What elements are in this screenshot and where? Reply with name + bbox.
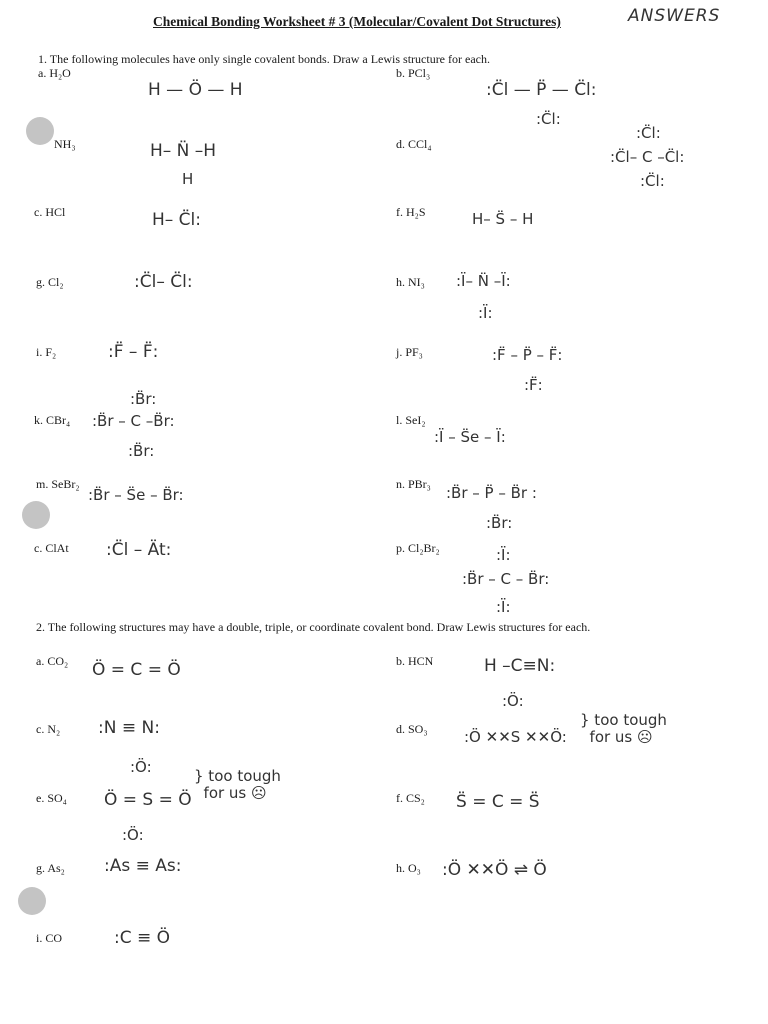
lewis-answer: :As ≡ As: bbox=[104, 856, 182, 876]
worksheet-title: Chemical Bonding Worksheet # 3 (Molecular/Covalent Dot Structures) bbox=[153, 14, 561, 29]
lewis-sub-atom: :B̈r: bbox=[130, 390, 157, 408]
lewis-answer: :B̈r – C –B̈r: bbox=[92, 412, 175, 430]
lewis-answer: :C̈l – Ät: bbox=[106, 540, 172, 560]
lewis-sub-atom: :C̈l: bbox=[536, 110, 561, 128]
lewis-answer: H– N̈ –H bbox=[150, 141, 217, 161]
handwritten-note: } too tough for us ☹ bbox=[580, 711, 667, 746]
lewis-answer: Ö = S = Ö bbox=[104, 790, 192, 810]
question-label: i. F₂ bbox=[36, 345, 57, 359]
hole-punch-1 bbox=[26, 117, 54, 145]
lewis-answer: :F̈ – F̈: bbox=[108, 342, 159, 362]
lewis-answer: :N ≡ N: bbox=[98, 718, 160, 738]
lewis-sub-atom: :B̈r: bbox=[486, 514, 513, 532]
lewis-sub-atom: H bbox=[182, 170, 194, 188]
lewis-sub-atom: :B̈r: bbox=[128, 442, 155, 460]
question-label: h. O₃ bbox=[396, 861, 421, 875]
lewis-sub-atom: :F̈: bbox=[524, 376, 543, 394]
lewis-answer: S̈ = C = S̈ bbox=[456, 792, 540, 812]
lewis-sub-atom: :Ö: bbox=[502, 692, 524, 710]
question-label: g. As₂ bbox=[36, 861, 65, 875]
question-label: e. SO₄ bbox=[36, 791, 67, 805]
question-label: b. HCN bbox=[396, 654, 434, 668]
question-label: b. PCl₃ bbox=[396, 66, 431, 80]
question-label: i. CO bbox=[36, 931, 63, 945]
answers-handwritten-label: ANSWERS bbox=[628, 6, 721, 26]
question-label: j. PF₃ bbox=[396, 345, 423, 359]
question-label: m. SeBr₂ bbox=[36, 477, 80, 491]
lewis-sub-atom: :Ï: bbox=[496, 546, 511, 564]
section1-instruction: 1. The following molecules have only single covalent bonds. Draw a Lewis structure for each. bbox=[38, 52, 490, 66]
lewis-sub-atom: :Ï: bbox=[496, 598, 511, 616]
lewis-answer: :Ï– N̈ –Ï: bbox=[456, 272, 511, 290]
handwritten-note: } too tough for us ☹ bbox=[194, 767, 281, 802]
lewis-sub-atom: :C̈l: bbox=[636, 124, 661, 142]
question-label: NH₃ bbox=[54, 137, 76, 151]
question-label: f. CS₂ bbox=[396, 791, 425, 805]
lewis-answer: Ö = C = Ö bbox=[92, 660, 181, 680]
hole-punch-3 bbox=[18, 887, 46, 915]
question-label: c. ClAt bbox=[34, 541, 69, 555]
lewis-answer: H — Ö — H bbox=[148, 80, 243, 100]
lewis-answer: H– S̈ – H bbox=[472, 210, 534, 228]
question-label: g. Cl₂ bbox=[36, 275, 64, 289]
lewis-answer: :B̈r – S̈e – B̈r: bbox=[88, 486, 184, 504]
lewis-answer: :F̈ – P̈ – F̈: bbox=[492, 346, 563, 364]
question-label: c. HCl bbox=[34, 205, 66, 219]
question-label: k. CBr₄ bbox=[34, 413, 71, 427]
lewis-answer: :Ï – S̈e – Ï: bbox=[434, 428, 506, 446]
lewis-answer: H –C≡N: bbox=[484, 656, 556, 676]
question-label: p. Cl₂Br₂ bbox=[396, 541, 440, 555]
lewis-answer: :Ö ✕✕Ö ⇌ Ö bbox=[442, 860, 547, 880]
hole-punch-2 bbox=[22, 501, 50, 529]
section2-instruction: 2. The following structures may have a double, triple, or coordinate covalent bond. Draw Lewis structures for each. bbox=[36, 620, 591, 634]
question-label: f. H₂S bbox=[396, 205, 426, 219]
lewis-sub-atom: :Ï: bbox=[478, 304, 493, 322]
question-label: l. SeI₂ bbox=[396, 413, 426, 427]
lewis-answer: :B̈r – C – B̈r: bbox=[462, 570, 550, 588]
lewis-answer: :C̈l — P̈ — C̈l: bbox=[486, 80, 597, 100]
question-label: h. NI₃ bbox=[396, 275, 425, 289]
lewis-sub-atom: :C̈l: bbox=[640, 172, 665, 190]
question-label: c. N₂ bbox=[36, 722, 61, 736]
question-label: n. PBr₃ bbox=[396, 477, 431, 491]
lewis-answer: :C ≡ Ö bbox=[114, 928, 171, 948]
lewis-answer: :Ö ✕✕S ✕✕Ö: bbox=[464, 728, 567, 746]
lewis-answer: H– C̈l: bbox=[152, 210, 202, 230]
question-label: d. CCl₄ bbox=[396, 137, 432, 151]
lewis-sub-atom: :Ö: bbox=[122, 826, 144, 844]
lewis-sub-atom: :Ö: bbox=[130, 758, 152, 776]
lewis-answer: :C̈l– C̈l: bbox=[134, 272, 193, 292]
lewis-answer: :B̈r – P̈ – B̈r : bbox=[446, 484, 537, 502]
question-label: a. H₂O bbox=[38, 66, 71, 80]
question-label: a. CO₂ bbox=[36, 654, 69, 668]
lewis-answer: :C̈l– C –C̈l: bbox=[610, 148, 685, 166]
question-label: d. SO₃ bbox=[396, 722, 428, 736]
